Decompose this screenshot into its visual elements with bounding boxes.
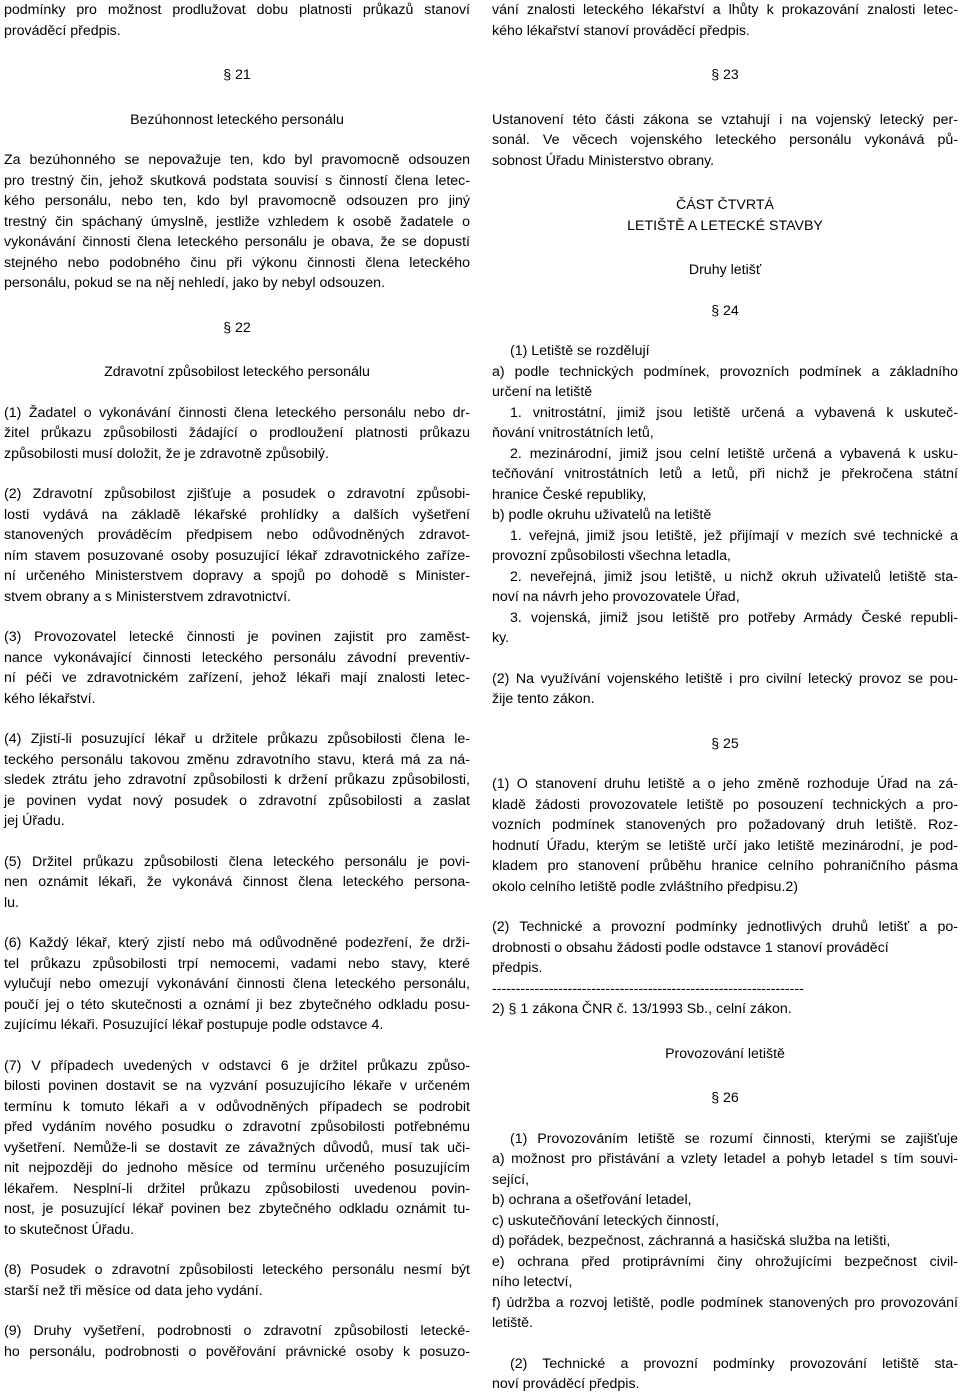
text-line: Za bezúhonného se nepovažuje ten, kdo byl pravomocně odsouzen xyxy=(4,152,470,168)
text-line: f) údržba a rozvoj letiště, podle podmínek stanovených pro provozování xyxy=(492,1294,958,1311)
spacer xyxy=(4,832,470,852)
heading-line: Druhy letišť xyxy=(688,262,762,278)
text-line: předpis. xyxy=(492,960,543,976)
text-line: bilosti povinen dostavit se na vyzvání posuzujícího lékaře v určeném xyxy=(4,1078,470,1094)
heading-line: ČÁST ČTVRTÁ xyxy=(675,197,775,213)
footnote-2 xyxy=(492,999,958,1020)
text-line: podmínky pro možnost prodlužovat dobu platnosti průkazů stanoví xyxy=(4,2,470,18)
text-line: 1. veřejná, jimiž jsou letiště, jež přijímají v mezích své technické a xyxy=(510,527,958,544)
spacer xyxy=(4,464,470,484)
text-line: (1) Letiště se rozdělují xyxy=(510,343,650,359)
heading-line: § 21 xyxy=(223,67,251,83)
text-line: letiště. xyxy=(492,1315,534,1331)
text-line: sející, xyxy=(492,1171,530,1188)
spacer xyxy=(492,236,958,260)
spacer xyxy=(492,41,958,65)
section-25-para-2 xyxy=(492,917,958,979)
text-line: (7) V případech uvedených v odstavci 6 je držitel průkazu způso- xyxy=(4,1057,470,1074)
text-line: poučí jej o této skutečnosti a oznámí ji bez zbytečného odkladu posu- xyxy=(4,996,470,1013)
text-line: (2) Zdravotní způsobilost zjišťuje a posudek o zdravotní způsobi- xyxy=(4,486,470,502)
text-line: c) uskutečňování leteckých činností, xyxy=(492,1212,720,1229)
text-line: žije tento zákon. xyxy=(492,691,595,707)
spacer xyxy=(4,607,470,627)
text-line: (5) Držitel průkazu způsobilosti člena leteckého personálu je povi- xyxy=(4,853,470,870)
text-line: vozních podmínek stanovených pro požadovaný druh letiště. Roz- xyxy=(492,817,958,833)
section-26-para-1 xyxy=(492,1129,958,1334)
section-26-para-2 xyxy=(492,1354,958,1395)
text-line: ňování vnitrostátních letů, xyxy=(492,425,654,441)
section-22-para-7 xyxy=(4,1056,470,1241)
text-line: kladem pro stanovení průběhu hranice celního pohraničního pásma xyxy=(492,858,958,874)
spacer xyxy=(492,897,958,917)
text-line: nost, je posuzující lékař povinen bez zbytečného odkladu oznámit tu- xyxy=(4,1201,470,1217)
spacer xyxy=(492,754,958,774)
section-22-heading xyxy=(4,318,470,339)
section-21-heading xyxy=(4,65,470,86)
text-line: ním stavem posuzované osoby posuzující lékař zdravotnického zaříze- xyxy=(4,547,470,564)
text-line: tel průkazu způsobilosti trpí nemocemi, vadami nebo stavy, které xyxy=(4,955,470,972)
text-line: d) pořádek, bezpečnost, záchranná a hasičská služba na letišti, xyxy=(492,1233,891,1249)
spacer xyxy=(4,1036,470,1056)
section-26-heading xyxy=(492,1088,958,1109)
airport-types-title xyxy=(492,260,958,281)
spacer xyxy=(492,1109,958,1129)
text-line: ní péči ve zdravotnickém zařízení, jehož lékaři mají znalosti letec- xyxy=(4,670,470,686)
section-23-paragraph xyxy=(492,110,958,172)
section-22-para-6 xyxy=(4,933,470,1036)
text-line: 2) § 1 zákona ČNR č. 13/1993 Sb., celní zákon. xyxy=(492,1001,792,1017)
text-line: nit nejpozději do jednoho měsíce od termínu určeného posuzujícím xyxy=(4,1160,470,1176)
text-line: nen oznámit lékaři, že vykonává činnost člena leteckého persona- xyxy=(4,874,470,890)
text-line: noví na návrh jeho provozovatele Úřad, xyxy=(492,589,740,605)
section-22-para-4 xyxy=(4,729,470,832)
text-line: žitel průkazu způsobilosti žádající o prodloužení platnosti průkazu xyxy=(4,425,470,441)
text-line: sonál. Ve věcech vojenského leteckého personálu vykonává pů- xyxy=(492,132,958,148)
text-line: b) ochrana a ošetřování letadel, xyxy=(492,1192,692,1208)
heading-line: § 25 xyxy=(711,735,739,752)
heading-line: § 26 xyxy=(711,1090,739,1106)
spacer xyxy=(492,1334,958,1354)
text-line: ky. xyxy=(492,630,510,646)
section-21-paragraph xyxy=(4,150,470,294)
text-line: provozní způsobilosti všechna letadla, xyxy=(492,548,731,564)
spacer xyxy=(4,913,470,933)
spacer xyxy=(492,281,958,301)
text-line: starší než tři měsíce od data jeho vydání. xyxy=(4,1282,263,1299)
text-line: vyšetření. Nemůže-li se dostavit ze závažných důvodů, musí tak uči- xyxy=(4,1139,470,1156)
section-22-para-9 xyxy=(4,1321,470,1362)
section-22-para-1 xyxy=(4,403,470,465)
text-line: (9) Druhy vyšetření, podrobnosti o zdravotní způsobilosti letecké- xyxy=(4,1323,470,1339)
part-four-heading xyxy=(492,195,958,236)
text-line: tečňování vnitrostátních letů a letů, při nichž je překročena státní xyxy=(492,466,958,482)
heading-line: Zdravotní způsobilost leteckého personálu xyxy=(104,364,370,380)
spacer xyxy=(492,171,958,195)
text-line: (2) Technické a provozní podmínky provozování letiště sta- xyxy=(510,1355,958,1372)
text-line: (6) Každý lékař, který zjistí nebo má odůvodněné podezření, že drži- xyxy=(4,935,470,951)
spacer xyxy=(492,1064,958,1088)
text-line: nance vykonávající činnosti leteckého personálu závodní preventiv- xyxy=(4,649,470,666)
text-line: (2) Na využívání vojenského letiště i pro civilní letecký provoz se pou- xyxy=(492,670,958,687)
text-line: hodnutí Úřadu, kterým se letiště určí jako letiště mezinárodní, je pod- xyxy=(492,837,958,854)
text-line: určení na letiště xyxy=(492,384,593,400)
text-line: (2) Technické a provozní podmínky jednotlivých druhů letišť a po- xyxy=(492,919,958,935)
footnote-separator xyxy=(492,979,958,1000)
text-line: a) možnost pro přistávání a vzlety letadel a pohyb letadel s tím souvi- xyxy=(492,1151,958,1167)
text-line: noví prováděcí předpis. xyxy=(492,1376,640,1392)
text-line: termínu k tomuto lékaři a v odůvodněných případech se podrobit xyxy=(4,1098,470,1115)
text-line: kého lékařství stanoví prováděcí předpis. xyxy=(492,22,750,39)
section-22-para-3 xyxy=(4,627,470,709)
text-line: okolo celního letiště podle zvláštního předpisu.2) xyxy=(492,878,799,895)
text-line: stanovených prováděcím předpisem nebo odůvodněných zdravot- xyxy=(4,527,470,543)
spacer xyxy=(4,1240,470,1260)
text-line: lu. xyxy=(4,894,19,911)
section-24-heading xyxy=(492,301,958,322)
text-line: prováděcí předpis. xyxy=(4,22,121,39)
text-line: losti vydává na základě lékařské prohlídky a dalších vyšetření xyxy=(4,506,470,523)
text-line: lékařem. Nesplní-li držitel průkazu způsobilosti uvedenou povin- xyxy=(4,1180,470,1197)
text-line: jej Úřadu. xyxy=(4,813,65,829)
section-22-title xyxy=(4,362,470,383)
section-25-para-1 xyxy=(492,774,958,897)
heading-line: LETIŠTĚ A LETECKÉ STAVBY xyxy=(627,217,823,234)
text-line: stejného nebo podobného činu při výkonu činnosti člena leteckého xyxy=(4,254,470,271)
text-line: vání znalosti leteckého lékařství a lhůty k prokazování znalosti letec- xyxy=(492,2,958,18)
text-line: (4) Zjistí-li posuzující lékař u držitele průkazu způsobilosti člena le- xyxy=(4,731,470,747)
spacer xyxy=(492,321,958,341)
section-23-heading xyxy=(492,65,958,86)
spacer xyxy=(492,86,958,110)
text-line: je povinen vydat nový posudek o zdravotní způsobilosti a zaslat xyxy=(4,792,470,809)
text-line: zujícímu lékaři. Posuzující lékař postupuje podle odstavce 4. xyxy=(4,1017,384,1033)
text-line: před vydáním nového posudku o zdravotní způsobilosti potřebnému xyxy=(4,1119,470,1135)
section-21-title xyxy=(4,110,470,131)
text-line: 2. mezinárodní, jimiž jsou celní letiště určená a vybavená k usku- xyxy=(510,445,958,462)
text-line: 1. vnitrostátní, jimiž jsou letiště určená a vybavená k uskuteč- xyxy=(510,404,958,421)
spacer xyxy=(4,86,470,110)
spacer xyxy=(4,709,470,729)
text-line: stvem obrany a s Ministerstvem zdravotnictví. xyxy=(4,588,291,605)
text-line: 3. vojenská, jimiž jsou letiště pro potřeby Armády České republi- xyxy=(510,609,958,626)
text-line: vykonávání činnosti člena leteckého personálu je obava, že se dopustí xyxy=(4,234,470,250)
section-22-para-5 xyxy=(4,852,470,914)
text-line: teckého personálu takovou změnu zdravotního stavu, která má za ná- xyxy=(4,751,470,768)
text-line: a) podle technických podmínek, provozních podmínek a základního xyxy=(492,363,958,380)
text-line: sobnost Úřadu Ministerstvo obrany. xyxy=(492,152,715,169)
text-line: 2. neveřejná, jimiž jsou letiště, u nichž okruh uživatelů letiště sta- xyxy=(510,568,958,585)
text-line: Ustanovení této části zákona se vztahují i na vojenský letecký per- xyxy=(492,111,958,128)
text-line: kého lékařství. xyxy=(4,690,96,707)
text-line: ního letectví, xyxy=(492,1274,573,1290)
text-line: personálu, pokud se na něj nehledí, jako by nebyl odsouzen. xyxy=(4,275,385,291)
text-line: hranice České republiky, xyxy=(492,486,647,503)
section-25-heading xyxy=(492,734,958,755)
text-line: ------------------------------------------------------------------ xyxy=(492,980,804,997)
text-line: trestný čin spáchaný úmyslně, jestliže vzhledem k osobě žadatele o xyxy=(4,213,470,230)
spacer xyxy=(4,130,470,150)
carryover-paragraph-right xyxy=(492,0,958,41)
right-column xyxy=(492,0,958,1395)
text-line: (1) Žadatel o vykonávání činnosti člena leteckého personálu nebo dr- xyxy=(4,404,470,421)
text-line: b) podle okruhu uživatelů na letiště xyxy=(492,507,712,523)
section-22-para-8 xyxy=(4,1260,470,1301)
text-line: způsobilosti musí doložit, že je zdravotně způsobilý. xyxy=(4,445,329,462)
text-line: kého personálu, nebo ten, kdo byl pravomocně odsouzen pro jiný xyxy=(4,193,470,209)
airport-operation-title xyxy=(492,1044,958,1065)
text-line: to skutečnost Úřadu. xyxy=(4,1221,135,1238)
text-line: (3) Provozovatel letecké činnosti je povinen zajistit pro zaměst- xyxy=(4,629,470,645)
section-24-para-1 xyxy=(492,341,958,649)
spacer xyxy=(4,383,470,403)
heading-line: Bezúhonnost leteckého personálu xyxy=(130,111,344,128)
spacer xyxy=(492,649,958,669)
text-line: (1) O stanovení druhu letiště a o jeho změně rozhoduje Úřad na zá- xyxy=(492,776,958,792)
spacer xyxy=(4,1301,470,1321)
text-line: (1) Provozováním letiště se rozumí činnosti, kterými se zajišťuje xyxy=(510,1130,958,1147)
text-line: vylučují nebo omezují vykonávání činnosti člena leteckého personálu, xyxy=(4,976,470,992)
left-column xyxy=(4,0,470,1362)
text-line: kladě žádosti provozovatele letiště po posouzení technických a pro- xyxy=(492,796,958,813)
spacer xyxy=(4,294,470,318)
section-22-para-2 xyxy=(4,484,470,607)
heading-line: Provozování letiště xyxy=(665,1045,785,1062)
spacer xyxy=(492,1020,958,1044)
section-24-para-2 xyxy=(492,669,958,710)
text-line: sledek ztrátu jeho zdravotní způsobilosti k držení průkazu způsobilosti, xyxy=(4,772,470,788)
text-line: ho personálu, podrobnosti o pověřování právnické osoby k posuzo- xyxy=(4,1343,470,1360)
spacer xyxy=(492,710,958,734)
text-line: pro trestný čin, jehož skutková podstata souvisí s činností člena letec- xyxy=(4,172,470,189)
carryover-paragraph xyxy=(4,0,470,41)
heading-line: § 22 xyxy=(223,319,251,336)
text-line: ní určeného Ministerstvem dopravy a spojů po dohodě s Minister- xyxy=(4,568,470,584)
text-line: e) ochrana před protiprávními činy ohrožujícími bezpečnost civil- xyxy=(492,1253,958,1270)
spacer xyxy=(4,41,470,65)
text-line: drobnosti o obsahu žádosti podle odstavce 1 stanoví prováděcí xyxy=(492,939,889,956)
heading-line: § 24 xyxy=(711,302,739,319)
spacer xyxy=(4,338,470,362)
text-line: (8) Posudek o zdravotní způsobilosti leteckého personálu nesmí být xyxy=(4,1262,470,1278)
heading-line: § 23 xyxy=(711,67,739,83)
